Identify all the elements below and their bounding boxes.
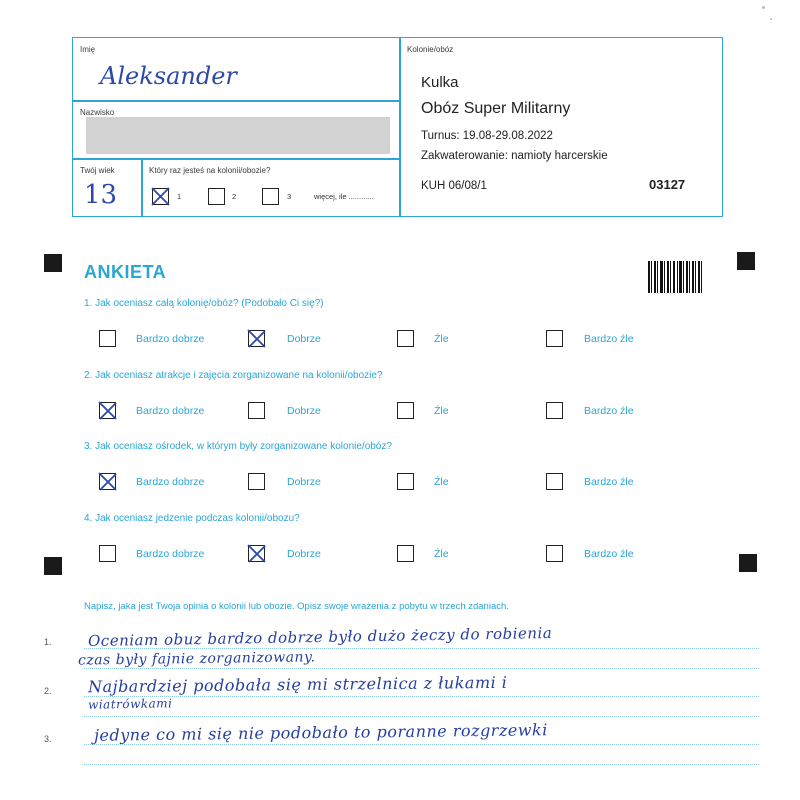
handwritten-answer-2[interactable]: Najbardziej podobała się mi strzelnica z łukami i (87, 672, 508, 697)
turnus: Turnus: 19.08-29.08.2022 (421, 130, 553, 142)
times-more-label: więcej, ile ............ (314, 192, 374, 201)
answer-line (84, 716, 759, 717)
registration-marker (737, 252, 755, 270)
question-4-option-4-checkbox[interactable] (546, 545, 563, 562)
question-3-option-1-label: Bardzo dobrze (136, 476, 205, 488)
question-1-option-1-checkbox[interactable] (99, 330, 116, 347)
times-option-2-label: 2 (232, 192, 237, 201)
survey-title: ANKIETA (84, 262, 167, 282)
question-4-option-1-checkbox[interactable] (99, 545, 116, 562)
question-4-option-3-label: Źle (434, 548, 449, 560)
answer-line (84, 764, 759, 765)
question-3-option-4-checkbox[interactable] (546, 473, 563, 490)
line-number: 1. (44, 637, 52, 647)
question-3-option-2-label: Dobrze (287, 476, 321, 488)
times-checkbox-2[interactable] (208, 188, 225, 205)
times-label: Który raz jesteś na kolonii/obozie? (149, 166, 271, 175)
age-label: Twój wiek (80, 166, 115, 175)
question-4-option-4-label: Bardzo źle (584, 548, 634, 560)
times-option-3-label: 3 (287, 192, 292, 201)
question-2-option-3-checkbox[interactable] (397, 402, 414, 419)
check-mark-icon (247, 329, 267, 349)
barcode-icon (648, 261, 702, 293)
camp-label: Kolonie/obóz (407, 45, 454, 54)
scan-speck (770, 18, 772, 20)
question-1-option-3-label: Źle (434, 333, 449, 345)
question-2-option-1-label: Bardzo dobrze (136, 405, 205, 417)
header-row-divider-2 (73, 158, 399, 160)
registration-marker (44, 254, 62, 272)
handwritten-answer-3[interactable]: jedyne co mi się nie podobało to poranne rozgrzewki (93, 720, 548, 745)
accommodation: Zakwaterowanie: namioty harcerskie (421, 150, 608, 162)
check-mark-icon (247, 544, 267, 564)
question-4-text: 4. Jak oceniasz jedzenie podczas kolonii/obozu? (84, 513, 300, 524)
question-3-text: 3. Jak oceniasz ośrodek, w którym były zorganizowane kolonie/obóz? (84, 441, 392, 452)
handwritten-answer-1[interactable]: Oceniam obuz bardzo dobrze było dużo żeczy do robienia (87, 623, 553, 651)
question-3-option-4-label: Bardzo źle (584, 476, 634, 488)
line-number: 2. (44, 686, 52, 696)
age-value[interactable]: 13 (84, 180, 118, 210)
question-2-option-1-checkbox[interactable] (99, 402, 116, 419)
first-name-label: Imię (80, 45, 96, 54)
question-4-option-2-checkbox[interactable] (248, 545, 265, 562)
header-row-divider-1 (73, 100, 399, 102)
scan-speck (762, 6, 765, 9)
question-3-option-1-checkbox[interactable] (99, 473, 116, 490)
question-3-option-2-checkbox[interactable] (248, 473, 265, 490)
check-mark-icon (98, 401, 118, 421)
line-number: 3. (44, 734, 52, 744)
times-checkbox-3[interactable] (262, 188, 279, 205)
age-divider (141, 158, 143, 216)
question-2-option-3-label: Źle (434, 405, 449, 417)
question-3-option-3-label: Źle (434, 476, 449, 488)
question-4-option-3-checkbox[interactable] (397, 545, 414, 562)
check-mark-icon (98, 472, 118, 492)
answer-line (84, 696, 759, 697)
answer-line (84, 668, 759, 669)
question-1-option-4-checkbox[interactable] (546, 330, 563, 347)
first-name-value[interactable]: Aleksander (100, 62, 237, 90)
check-mark-icon (151, 187, 171, 207)
camp-code: KUH 06/08/1 (421, 180, 487, 192)
question-1-text: 1. Jak oceniasz całą kolonię/obóz? (Podobało Ci się?) (84, 298, 324, 309)
handwritten-answer-2b[interactable]: wiatrówkami (87, 696, 173, 712)
last-name-redacted (86, 117, 390, 154)
question-3-option-3-checkbox[interactable] (397, 473, 414, 490)
camp-title: Obóz Super Militarny (421, 100, 571, 117)
camp-name: Kulka (421, 74, 459, 91)
handwritten-answer-1b[interactable]: czas były fajnie zorganizowany. (77, 649, 316, 669)
question-1-option-2-label: Dobrze (287, 333, 321, 345)
opinion-instruction: Napisz, jaka jest Twoja opinia o kolonii lub obozie. Opisz swoje wrażenia z pobytu w trzech zdaniach. (84, 601, 509, 612)
question-2-text: 2. Jak oceniasz atrakcje i zajęcia zorganizowane na kolonii/obozie? (84, 370, 383, 381)
answer-line (84, 744, 759, 745)
question-4-option-1-label: Bardzo dobrze (136, 548, 205, 560)
header-divider (399, 38, 401, 216)
question-1-option-3-checkbox[interactable] (397, 330, 414, 347)
form-number: 03127 (649, 177, 686, 192)
registration-marker (44, 557, 62, 575)
times-option-1-label: 1 (177, 192, 182, 201)
question-2-option-2-label: Dobrze (287, 405, 321, 417)
question-1-option-2-checkbox[interactable] (248, 330, 265, 347)
question-4-option-2-label: Dobrze (287, 548, 321, 560)
question-2-option-4-label: Bardzo źle (584, 405, 634, 417)
question-2-option-2-checkbox[interactable] (248, 402, 265, 419)
question-1-option-4-label: Bardzo źle (584, 333, 634, 345)
registration-marker (739, 554, 757, 572)
last-name-label: Nazwisko (80, 108, 115, 117)
question-1-option-1-label: Bardzo dobrze (136, 333, 205, 345)
times-checkbox-1[interactable] (152, 188, 169, 205)
question-2-option-4-checkbox[interactable] (546, 402, 563, 419)
